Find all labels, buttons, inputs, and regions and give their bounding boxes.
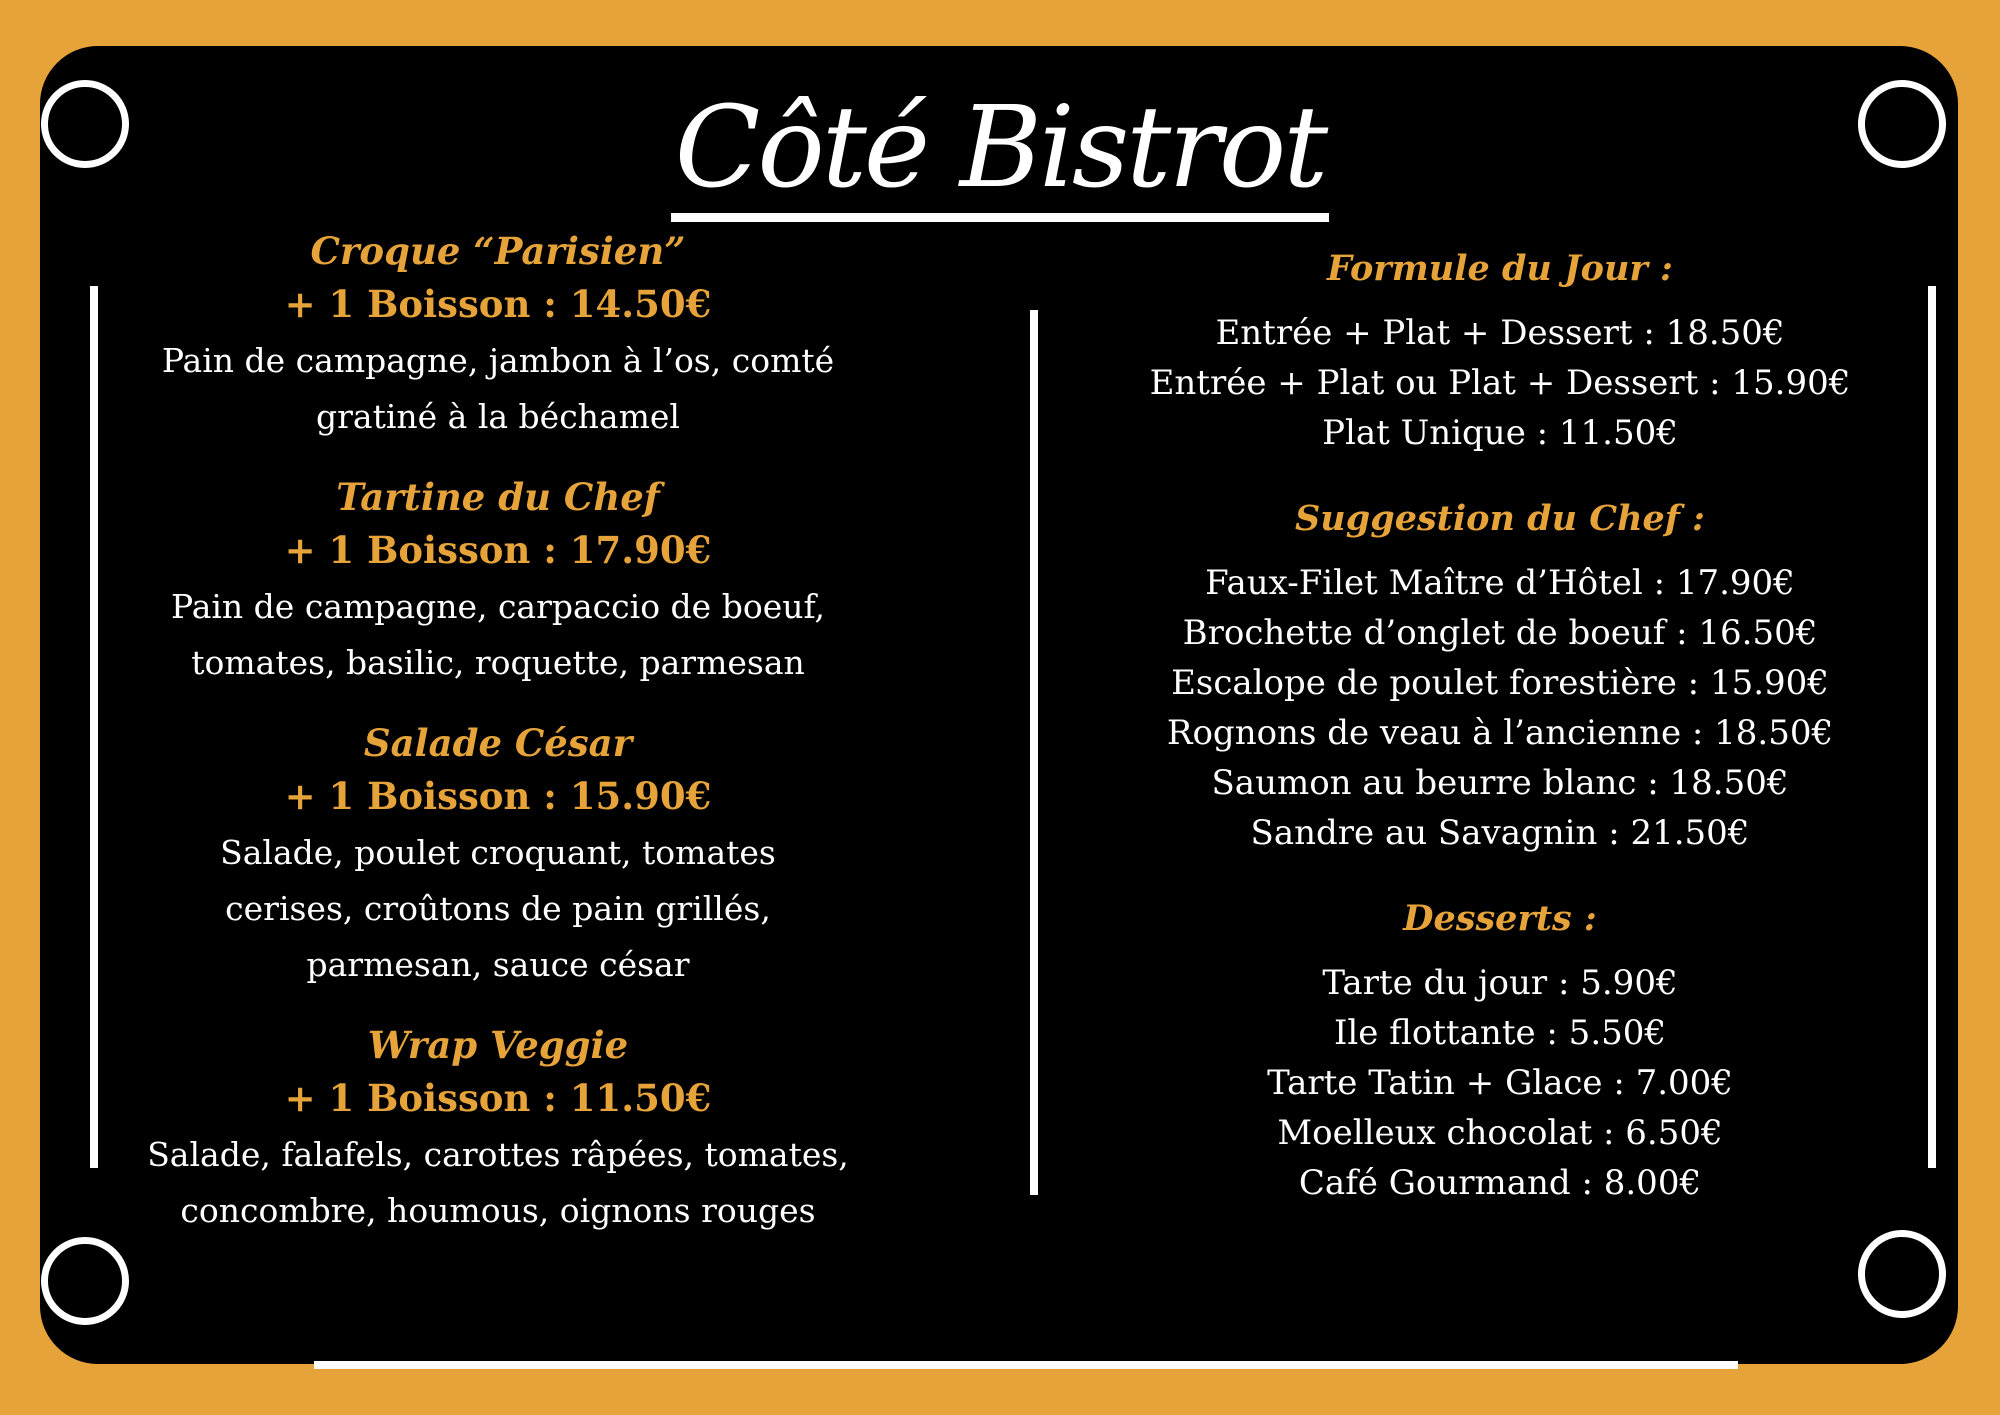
menu-line: Faux-Filet Maître d’Hôtel : 17.90€ <box>1205 563 1795 603</box>
dish-name: Salade César <box>363 721 633 765</box>
dish-wrap-veggie <box>98 1019 898 1239</box>
left-border-line <box>90 286 98 1168</box>
menu-line: Brochette d’onglet de boeuf : 16.50€ <box>1182 613 1818 653</box>
center-divider-line <box>1030 310 1038 1195</box>
right-column <box>1080 246 1920 1246</box>
section-desserts <box>1080 896 1920 1208</box>
dish-salade-cesar <box>98 717 898 993</box>
dish-description: Pain de campagne, carpaccio de boeuf, tomates, basilic, roquette, parmesan <box>170 587 826 682</box>
right-border-line <box>1928 286 1936 1168</box>
dish-name: Wrap Veggie <box>367 1023 629 1067</box>
section-title: Formule du Jour : <box>1327 248 1673 289</box>
dish-name: Croque “Parisien” <box>310 229 686 273</box>
dish-description: Pain de campagne, jambon à l’os, comté gratiné à la béchamel <box>161 341 835 436</box>
menu-line: Plat Unique : 11.50€ <box>1322 413 1678 453</box>
dish-description: Salade, falafels, carottes râpées, tomates, concombre, houmous, oignons rouges <box>147 1135 849 1230</box>
left-column <box>98 225 898 1265</box>
menu-line: Tarte Tatin + Glace : 7.00€ <box>1267 1063 1733 1103</box>
menu-line: Sandre au Savagnin : 21.50€ <box>1250 813 1750 853</box>
menu-line: Entrée + Plat ou Plat + Dessert : 15.90€ <box>1149 363 1851 403</box>
dish-croque-parisien <box>98 225 898 445</box>
section-title: Desserts : <box>1403 898 1597 939</box>
dish-price: + 1 Boisson : 11.50€ <box>284 1076 712 1120</box>
section-suggestion-du-chef <box>1080 496 1920 858</box>
menu-line: Escalope de poulet forestière : 15.90€ <box>1171 663 1829 703</box>
menu-line: Tarte du jour : 5.90€ <box>1322 963 1678 1003</box>
dish-name: Tartine du Chef <box>336 475 660 519</box>
dish-price: + 1 Boisson : 17.90€ <box>284 528 712 572</box>
menu-line: Moelleux chocolat : 6.50€ <box>1277 1113 1723 1153</box>
menu-line: Ile flottante : 5.50€ <box>1333 1013 1667 1053</box>
menu-line: Saumon au beurre blanc : 18.50€ <box>1211 763 1789 803</box>
section-title: Suggestion du Chef : <box>1295 498 1705 539</box>
menu-line: Entrée + Plat + Dessert : 18.50€ <box>1215 313 1785 353</box>
menu-line: Rognons de veau à l’ancienne : 18.50€ <box>1166 713 1834 753</box>
bottom-border-line <box>314 1361 1738 1369</box>
dish-price: + 1 Boisson : 15.90€ <box>284 774 712 818</box>
menu-title: Côté Bistrot <box>0 78 2000 218</box>
dish-description: Salade, poulet croquant, tomates cerises, croûtons de pain grillés, parmesan, sauce césar <box>220 833 776 984</box>
dish-tartine-du-chef <box>98 471 898 691</box>
menu-line: Café Gourmand : 8.00€ <box>1298 1163 1702 1203</box>
dish-price: + 1 Boisson : 14.50€ <box>284 282 712 326</box>
section-formule-du-jour <box>1080 246 1920 458</box>
